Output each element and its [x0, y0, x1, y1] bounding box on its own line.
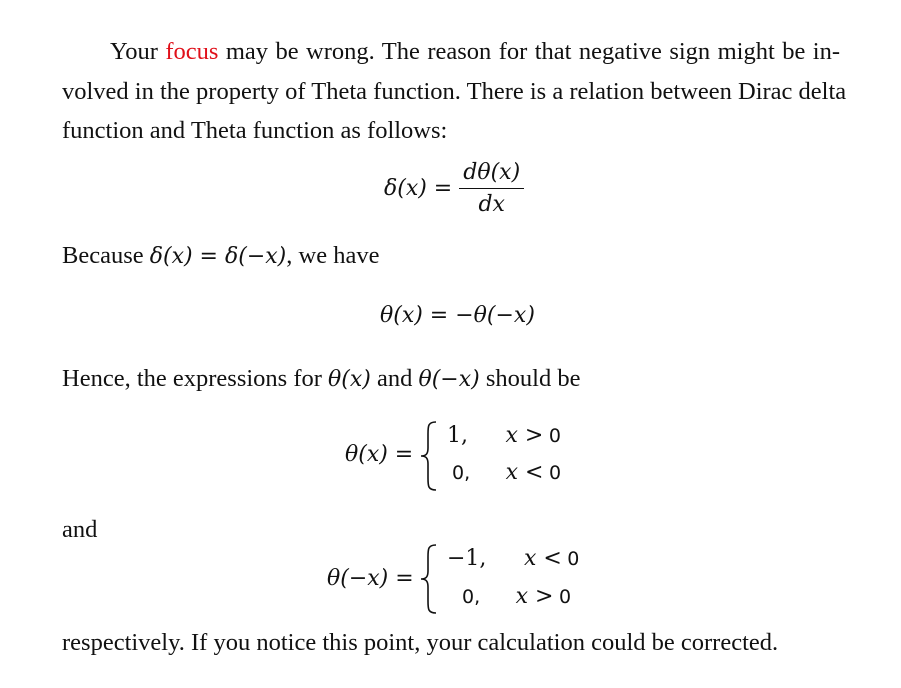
paragraph-3-math-theta-minus-x: θ(−x) [418, 367, 480, 392]
equation-4-case-1 [447, 545, 579, 571]
paragraph-1-text-rest: may be wrong. The reason for that negative sign might be in- [218, 38, 840, 65]
paragraph-3 [62, 364, 580, 395]
equation-2-text: θ(x) = −θ(−x) [380, 303, 535, 328]
equation-theta-odd-relation [380, 303, 535, 328]
equation-1-numerator: dθ(x) [459, 160, 524, 189]
equation-3-case-2-number: 0 [548, 462, 562, 484]
paragraph-3-math-theta-x: θ(x) [328, 367, 371, 392]
equation-3-case-1-number: 0 [548, 425, 561, 447]
equation-4-case-2-value: 0, [462, 586, 481, 608]
equation-3-case-1 [447, 422, 561, 448]
equation-4-left-brace [418, 543, 440, 615]
paragraph-2-text-end: , we have [286, 242, 380, 269]
equation-3-left-brace [418, 420, 440, 492]
equation-1-denominator: dx [478, 192, 505, 217]
paragraph-1-text-start: Your [110, 38, 166, 65]
equation-1-lhs: δ(x) = [384, 176, 453, 201]
equation-3-case-1-condition: x > [505, 423, 544, 448]
paragraph-2-text-start: Because [62, 242, 150, 269]
focus-highlight-word: focus [165, 38, 219, 65]
equation-3-case-1-value: 1, [447, 423, 468, 448]
paragraph-1-line-2: volved in the property of Theta function. There is a relation between Dirac delta [62, 78, 847, 105]
paragraph-3-text-mid: and [370, 365, 419, 392]
equation-3-case-2 [452, 459, 561, 485]
paragraph-1-line-3: function and Theta function as follows: [62, 117, 448, 144]
equation-delta-derivative [384, 160, 524, 217]
paragraph-3-text-start: Hence, the expressions for [62, 365, 329, 392]
paragraph-3-text-end: should be [479, 365, 581, 392]
equation-4-case-1-condition: x < [523, 546, 562, 571]
equation-4-case-2-condition: x > [515, 584, 554, 609]
equation-3-case-2-condition: x < [505, 460, 544, 485]
equation-4-case-1-number: 0 [567, 548, 580, 570]
paragraph-1-line-1 [110, 37, 840, 67]
paragraph-2-math: δ(x) = δ(−x) [149, 244, 287, 269]
equation-1-fraction [459, 160, 524, 217]
equation-3-lhs: θ(x) = [345, 442, 414, 467]
paragraph-5: respectively. If you notice this point, your calculation could be corrected. [62, 629, 779, 656]
paragraph-2 [62, 241, 379, 272]
paragraph-4: and [62, 516, 98, 543]
equation-4-lhs: θ(−x) = [327, 566, 414, 591]
equation-3-case-2-value: 0, [452, 462, 471, 484]
equation-4-case-2-number: 0 [558, 586, 572, 608]
equation-4-case-1-value: −1, [447, 546, 487, 571]
equation-4-case-2 [462, 583, 571, 609]
